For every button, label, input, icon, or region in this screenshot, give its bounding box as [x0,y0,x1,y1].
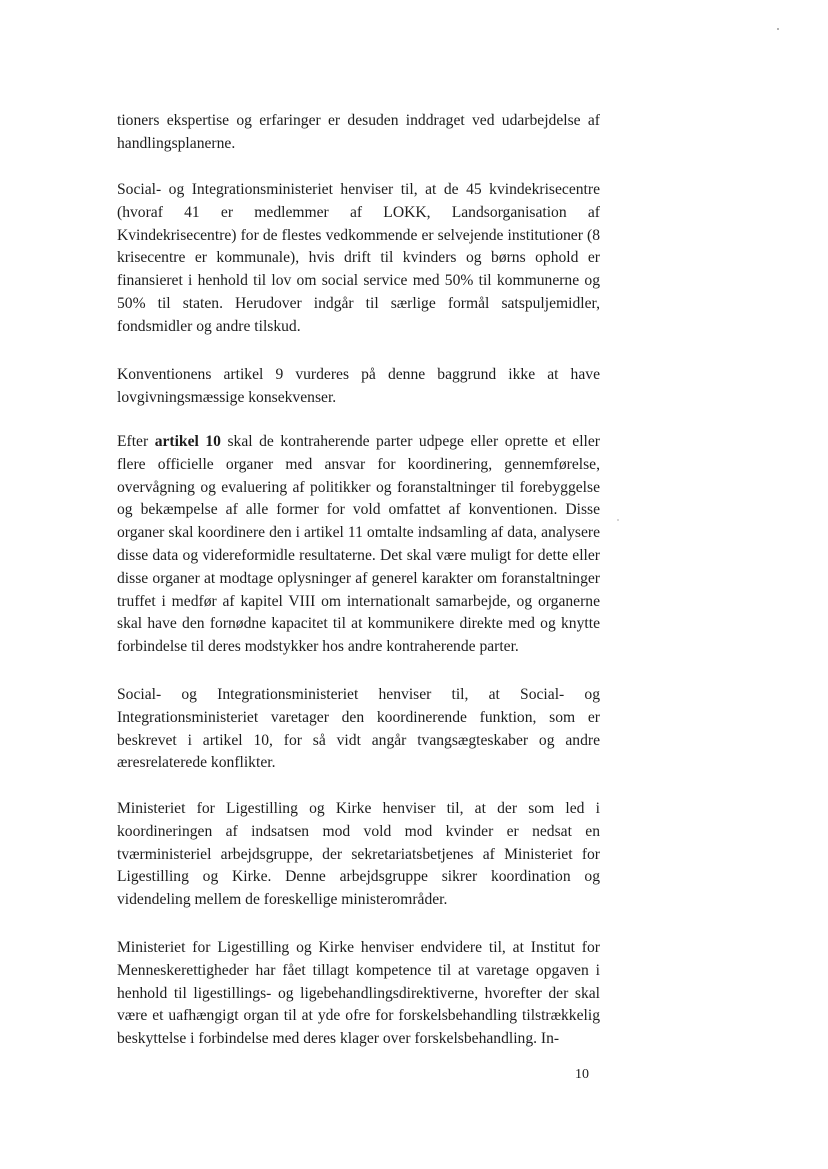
paragraph-3 [117,364,600,410]
paragraph-5-text: Social- og Integrationsministeriet henviser til, at Social- og Integrationsministeriet varetager den koordinerende funktion, som er beskrevet i artikel 10, for så vidt angår tvangsægteskaber og andre æresrelaterede konflikter. [117,686,600,772]
paragraph-7 [117,937,600,1051]
paragraph-7-text: Ministeriet for Ligestilling og Kirke henviser endvidere til, at Institut for Menneskerettigheder har fået tillagt kompetence til at varetage opgaven i henhold til ligestillings- og ligebehandlingsdirektiverne, hvorefter der skal være et uafhængigt organ til at yde ofre for forskelsbehandling tilstrækkelig beskyttelse i forbindelse med deres klager over forskelsbehandling. In- [117,939,600,1048]
paragraph-1-text: tioners ekspertise og erfaringer er desuden inddraget ved udarbejdelse af handlingsplanerne. [117,112,600,152]
paragraph-6-text: Ministeriet for Ligestilling og Kirke henviser til, at der som led i koordineringen af indsatsen mod vold mod kvinder er nedsat en tværministeriel arbejdsgruppe, der sekretariatsbetjenes af Ministeriet for Ligestilling og Kirke. Denne arbejdsgruppe sikrer koordination og videndeling mellem de foreskellige ministerområder. [117,800,600,909]
paragraph-6 [117,798,600,912]
scan-speck [777,28,779,30]
paragraph-5 [117,684,600,775]
article-reference: artikel 10 [154,433,221,450]
paragraph-4 [117,431,600,659]
paragraph-4-text: skal de kontraherende parter udpege eller oprette et eller flere officielle organer med ansvar for koordinering, gennemførelse, overvågning og evaluering af politikker og foranstaltninger til forebyggelse og bekæmpelse af alle former for vold omfattet af konventionen. Disse organer skal koordinere den i artikel 11 omtalte indsamling af data, analysere disse data og videreformidle resultaterne. Det skal være muligt for dette eller disse organer at modtage oplysninger af generel karakter om foranstaltninger truffet i medfør af kapitel VIII om internationalt samarbejde, og organerne skal have den fornødne kapacitet til at kommunikere direkte med og knytte forbindelse til deres modstykker hos andre kontraherende parter. [117,433,600,656]
paragraph-2 [117,179,600,339]
paragraph-3-text: Konventionens artikel 9 vurderes på denne baggrund ikke at have lovgivningsmæssige konsekvenser. [117,366,600,406]
paragraph-1 [117,110,600,156]
page-number: 10 [575,1067,589,1082]
scan-speck [617,519,619,521]
paragraph-2-text: Social- og Integrationsministeriet henviser til, at de 45 kvindekrisecentre (hvoraf 41 er medlemmer af LOKK, Landsorganisation af Kvindekrisecentre) for de flestes vedkommende er selvejende institutioner (8 krisecentre er kommunale), hvis drift til kvinders og børns ophold er finansieret i henhold til lov om social service med 50% til kommunerne og 50% til staten. Herudover indgår til særlige formål satspuljemidler, fondsmidler og andre tilskud. [117,181,600,335]
paragraph-4-prefix: Efter [117,433,155,450]
paragraph-4-content [117,431,600,659]
